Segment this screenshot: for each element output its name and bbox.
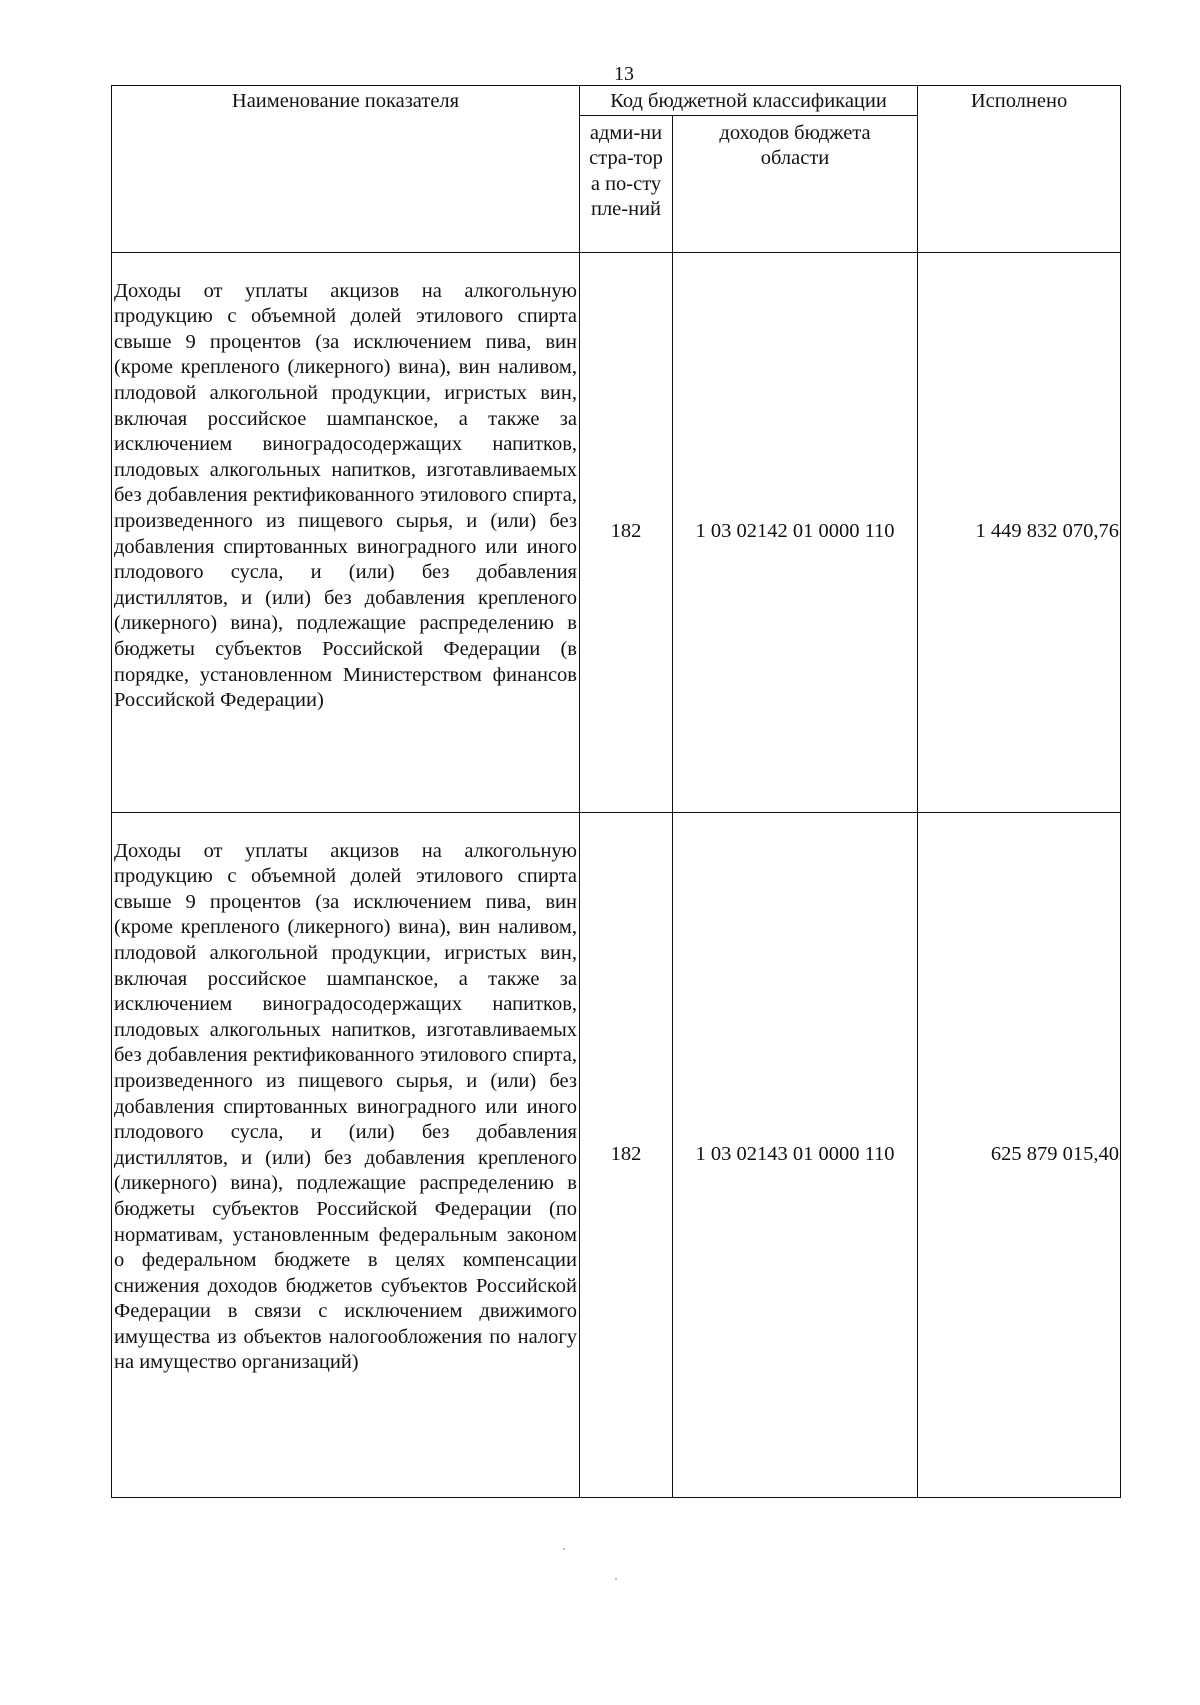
row-executed-cell: 625 879 015,40 [918, 812, 1121, 1497]
header-row-1 [112, 86, 1121, 116]
header-executed: Исполнено [918, 86, 1121, 253]
page-number: 13 [614, 63, 634, 85]
row-code-cell: 1 03 02142 01 0000 110 [673, 252, 918, 812]
table-row [112, 812, 1121, 1497]
header-administrator [580, 115, 673, 252]
header-income-text: доходов бюджета области [719, 121, 871, 170]
row-administrator-cell: 182 [580, 252, 673, 812]
row-executed-cell: 1 449 832 070,76 [918, 252, 1121, 812]
row-administrator-cell: 182 [580, 812, 673, 1497]
table-row [112, 252, 1121, 812]
header-administrator-text: адми-нистра-тора по-ступле-ний [589, 121, 663, 221]
header-income [673, 115, 918, 252]
row-name-cell: Доходы от уплаты акцизов на алкогольную продукцию с объемной долей этилового спирта свыше 9 процентов (за исключением пива, вин (кроме крепленого (ликерного) вина), вин наливом, плодовой алкогольной продукции, игристых вин, включая российское шампанское, а также за исключением виноградосодержащих напитков, плодовых алкогольных напитков, изготавливаемых без добавления ректификованного этилового спирта, произведенного из пищевого сырья, и (или) без добавления спиртованных виноградного или иного плодового сусла, и (или) без добавления дистиллятов, и (или) без добавления крепленого (ликерного) вина), подлежащие распределению в бюджеты субъектов Российской Федерации (по нормативам, установленным федеральным законом о федеральном бюджете в целях компенсации снижения доходов бюджетов субъектов Российской Федерации в связи с исключением движимого имущества из объектов налогообложения по налогу на имущество организаций) [112, 812, 580, 1497]
header-budget-code: Код бюджетной классификации [580, 86, 918, 116]
scan-speck [615, 1578, 617, 1580]
scan-speck [563, 1548, 565, 1550]
budget-income-table [111, 85, 1121, 1498]
header-name: Наименование показателя [112, 86, 580, 253]
row-code-cell: 1 03 02143 01 0000 110 [673, 812, 918, 1497]
row-name-cell: Доходы от уплаты акцизов на алкогольную продукцию с объемной долей этилового спирта свыше 9 процентов (за исключением пива, вин (кроме крепленого (ликерного) вина), вин наливом, плодовой алкогольной продукции, игристых вин, включая российское шампанское, а также за исключением виноградосодержащих напитков, плодовых алкогольных напитков, изготавливаемых без добавления ректификованного этилового спирта, произведенного из пищевого сырья, и (или) без добавления спиртованных виноградного или иного плодового сусла, и (или) без добавления дистиллятов, и (или) без добавления крепленого (ликерного) вина), подлежащие распределению в бюджеты субъектов Российской Федерации (в порядке, установленном Министерством финансов Российской Федерации) [112, 252, 580, 812]
